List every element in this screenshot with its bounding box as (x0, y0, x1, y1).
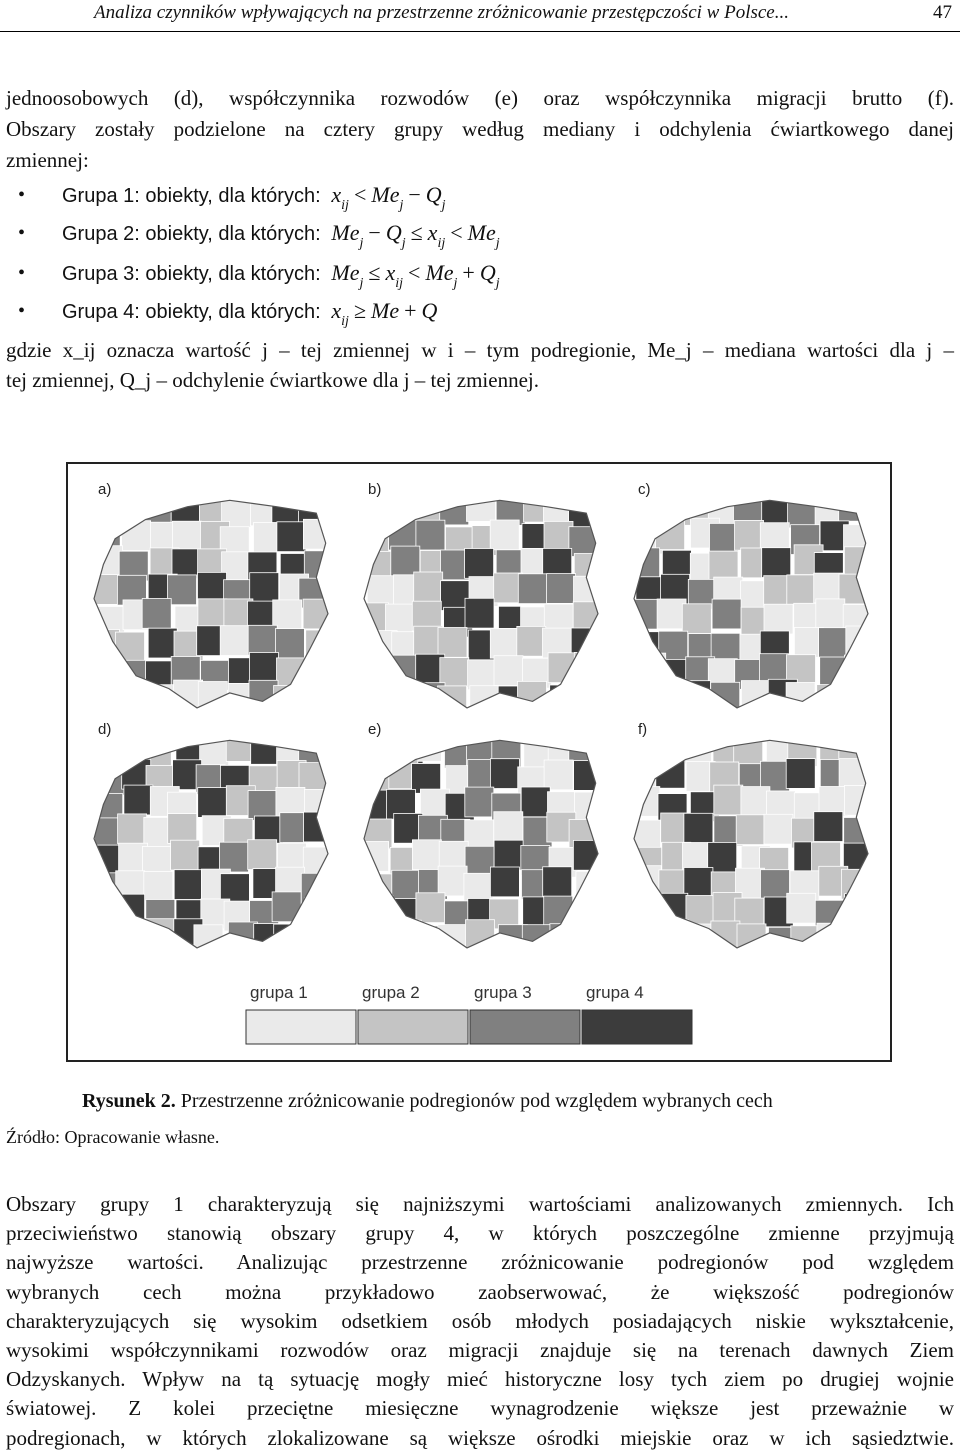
legend-label: grupa 3 (474, 983, 532, 1002)
region-cell (274, 924, 303, 954)
region-cell (764, 814, 793, 844)
map-panel (90, 481, 335, 717)
region-cell (416, 520, 445, 550)
region-cell (820, 657, 849, 687)
definition-line-2: tej zmiennej, Q_j – odchylenie ćwiartkowe dla j – tej zmiennej. (6, 368, 539, 392)
region-cell (741, 681, 770, 711)
figure-caption (82, 1090, 773, 1113)
legend-swatch (246, 1010, 356, 1044)
group-2-item (62, 218, 500, 259)
region-cell (786, 759, 815, 789)
region-cell (550, 685, 579, 715)
region-cell (148, 628, 177, 658)
region-cell (465, 549, 494, 579)
region-cell (844, 655, 873, 685)
map-panel (631, 721, 874, 957)
region-cell (248, 840, 277, 870)
region-cell (360, 842, 389, 872)
region-cell (846, 680, 875, 710)
region-cell (306, 684, 335, 714)
region-cell (391, 546, 420, 576)
region-cell (814, 812, 843, 842)
region-cell (94, 687, 123, 717)
region-cell (845, 785, 874, 815)
region-cell (631, 680, 660, 710)
region-cell (846, 626, 875, 656)
page-number: 47 (933, 2, 952, 23)
region-cell (573, 602, 602, 632)
region-cell (574, 761, 603, 791)
region-cell (367, 576, 396, 606)
region-cell (467, 492, 496, 522)
map-panel (631, 481, 875, 714)
region-cell (412, 493, 441, 523)
region-cell (362, 679, 391, 709)
map-panel (360, 481, 604, 716)
region-cell (364, 895, 393, 925)
region-cell (637, 901, 666, 931)
region-cell (248, 625, 277, 655)
running-title: Analiza czynników wpływających na przestrzenne zróżnicowanie przestępczości w Polsce... (94, 2, 789, 23)
group-3-formula: $Me_j \le x_{ij} < Me_j + Q_j$ (325, 260, 500, 291)
closing-paragraph (6, 1190, 954, 1453)
region-cell (116, 682, 145, 712)
region-cell (303, 519, 332, 549)
region-cell (787, 893, 816, 923)
region-cell (761, 870, 790, 900)
region-cell (360, 603, 389, 633)
region-cell (544, 760, 573, 790)
region-cell (817, 685, 846, 715)
group-2-formula: $Me_j - Q_j \le x_{ij} < Me_j$ (325, 220, 500, 251)
closing-line: wysokimi współczynnikami rozwodów oraz migracji znajduje się na terenach dawnych Ziem (6, 1338, 954, 1363)
region-cell (548, 653, 577, 683)
region-cell (737, 924, 766, 954)
group-1-item (62, 180, 446, 221)
region-cell (142, 599, 171, 629)
region-cell (762, 494, 791, 524)
region-cell (786, 683, 815, 713)
region-cell (392, 682, 421, 712)
region-cell (274, 686, 303, 716)
region-cell (635, 923, 664, 953)
region-cell (631, 548, 660, 578)
region-cell (494, 840, 523, 870)
region-cell (392, 920, 421, 950)
region-cell (389, 520, 418, 550)
region-cell (465, 787, 494, 817)
region-cell (518, 574, 547, 604)
region-cell (631, 499, 660, 529)
region-cell (251, 735, 280, 765)
region-cell (791, 926, 820, 956)
region-cell (712, 599, 741, 629)
region-cell (171, 494, 200, 524)
region-cell (490, 628, 519, 658)
region-cell (171, 840, 200, 870)
region-cell (412, 926, 441, 956)
region-cell (120, 660, 149, 690)
map-panel (360, 721, 605, 956)
map-label: a) (98, 481, 112, 498)
region-cell (814, 573, 843, 603)
region-cell (98, 921, 127, 951)
region-cell (844, 547, 873, 577)
region-cell (168, 575, 197, 605)
group-4-formula: $x_{ij} \ge Me + Q$ (325, 298, 438, 329)
region-cell (116, 632, 145, 662)
region-cell (490, 520, 519, 550)
map-label: d) (98, 721, 112, 738)
region-cell (465, 598, 494, 628)
region-cell (299, 734, 328, 764)
region-cell (198, 572, 227, 602)
legend-label: grupa 1 (250, 983, 308, 1002)
region-cell (438, 628, 467, 658)
region-cell (412, 732, 441, 762)
region-cell (709, 551, 738, 581)
region-cell (659, 681, 688, 711)
region-cell (304, 659, 333, 689)
region-cell (468, 660, 497, 690)
region-cell (490, 759, 519, 789)
region-cell (684, 813, 713, 843)
region-cell (91, 899, 120, 929)
region-cell (367, 922, 396, 952)
legend-label: grupa 2 (362, 983, 420, 1002)
region-cell (659, 920, 688, 950)
region-cell (518, 681, 547, 711)
running-header (0, 0, 960, 32)
legend-swatch (582, 1010, 692, 1044)
closing-line: wybranych cech można przykładowo zaobserwować, że większość podregionów (6, 1279, 954, 1304)
caption-text: Przestrzenne zróżnicowanie podregionów pod względem wybranych cech (175, 1090, 773, 1112)
map-label: e) (368, 721, 382, 738)
figure-maps (66, 462, 892, 1062)
region-cell (656, 520, 685, 550)
region-cell (637, 653, 666, 683)
region-cell (277, 522, 306, 552)
region-cell (632, 820, 661, 850)
region-cell (762, 548, 791, 578)
region-cell (571, 682, 600, 712)
region-cell (682, 604, 711, 634)
region-cell (364, 657, 393, 687)
region-cell (839, 491, 868, 521)
region-cell (116, 894, 145, 924)
region-cell (576, 926, 605, 956)
map-label: f) (638, 721, 648, 738)
region-cell (387, 899, 416, 929)
region-cell (764, 604, 793, 634)
region-cell (465, 820, 494, 850)
region-cell (842, 923, 871, 953)
region-cell (490, 867, 519, 897)
region-cell (517, 626, 546, 656)
region-cell (466, 920, 495, 950)
region-cell (438, 866, 467, 896)
region-cell (304, 812, 333, 842)
region-cell (272, 892, 301, 922)
region-cell (94, 497, 123, 527)
legend-swatch (470, 1010, 580, 1044)
group-4-item (62, 296, 437, 337)
region-cell (412, 840, 441, 870)
region-cell (250, 573, 279, 603)
region-cell (146, 919, 175, 949)
group-3-item (62, 258, 500, 299)
closing-line: Odzyskanych. Wpływ na tą sytuację mogły mieć historyczne losy tych ziem po drugiej wojnie (6, 1367, 954, 1392)
region-cell (736, 815, 765, 845)
closing-line: przeciwieństwo stanowią obszary grupy 4, w których poszczególne zmienne przyjmują (6, 1221, 954, 1246)
region-cell (575, 900, 604, 930)
map-label: b) (368, 481, 382, 498)
region-cell (547, 574, 576, 604)
region-cell (360, 523, 389, 553)
region-cell (714, 785, 743, 815)
region-cell (116, 921, 145, 951)
caption-label: Rysunek 2. (82, 1090, 176, 1112)
region-cell (787, 575, 816, 605)
region-cell (305, 898, 334, 928)
region-cell (168, 814, 197, 844)
region-cell (788, 498, 817, 528)
region-cell (301, 928, 330, 958)
region-cell (198, 599, 227, 629)
group-1-label: Grupa 1: obiekty, dla których: (62, 185, 321, 207)
group-4-label: Grupa 4: obiekty, dla których: (62, 301, 321, 323)
map-label: c) (638, 481, 651, 498)
region-cell (741, 787, 770, 817)
region-cell (250, 653, 279, 683)
region-cell (118, 814, 147, 844)
region-cell (275, 629, 304, 659)
intro-line-2: Obszary zostały podzielone na cztery grupy według mediany i odchylenia ćwiartkowego danej (6, 117, 954, 141)
region-cell (574, 652, 603, 682)
region-cell (845, 894, 874, 924)
closing-line: Obszary grupy 1 charakteryzują się najniższymi wartościami analizowanych zmiennych. Ich (6, 1192, 954, 1216)
definition-line-1: gdzie x_ij oznacza wartość j – tej zmiennej w i – tym podregionie, Me_j – mediana wartości dla j – (6, 338, 954, 362)
group-1-formula: $x_{ij} < Me_j - Q_j$ (325, 182, 446, 213)
region-cell (657, 599, 686, 629)
region-cell (96, 765, 125, 795)
figure-source: Źródło: Opracowanie własne. (6, 1127, 220, 1147)
intro-line-1: jednoosobowych (d), współczynnika rozwodów (e) oraz współczynnika migracji brutto (f). (6, 86, 954, 110)
map-panel (91, 721, 334, 957)
region-cell (194, 925, 223, 955)
legend-label: grupa 4 (586, 983, 644, 1002)
region-cell (438, 925, 467, 955)
region-cell (576, 871, 605, 901)
region-cell (839, 759, 868, 789)
closing-line: najwyższe wartości. Analizując przestrzenne zróżnicowanie podregionów pod względem (6, 1250, 954, 1275)
region-cell (684, 868, 713, 898)
region-cell (817, 923, 846, 953)
region-cell (682, 681, 711, 711)
region-cell (172, 521, 201, 551)
region-cell (632, 866, 661, 896)
choropleth-maps (68, 464, 890, 1060)
region-cell (735, 520, 764, 550)
region-cell (91, 660, 120, 690)
closing-line: charakteryzujących się wysokim odsetkiem osób młodych posiadających niskie wykształcenie, (6, 1308, 954, 1333)
region-cell (816, 599, 845, 629)
region-cell (711, 682, 740, 712)
group-3-label: Grupa 3: obiekty, dla których: (62, 263, 321, 285)
region-cell (174, 870, 203, 900)
region-cell (494, 812, 523, 842)
region-cell (94, 735, 123, 765)
closing-line: światowej. Z kolei przeciętne miesięczne wynagrodzenie większe jest przeważnie w (6, 1396, 954, 1421)
region-cell (465, 846, 494, 876)
region-cell (94, 546, 123, 576)
region-cell (198, 788, 227, 818)
region-cell (124, 785, 153, 815)
region-cell (306, 630, 335, 660)
group-2-label: Grupa 2: obiekty, dla których: (62, 223, 321, 245)
region-cell (543, 867, 572, 897)
region-cell (144, 872, 173, 902)
legend-swatch (358, 1010, 468, 1044)
region-cell (521, 787, 550, 817)
region-cell (386, 604, 415, 634)
region-cell (220, 842, 249, 872)
region-cell (416, 893, 445, 923)
region-cell (631, 737, 660, 767)
intro-line-3: zmiennej: (6, 148, 89, 172)
region-cell (220, 626, 249, 656)
region-cell (414, 572, 443, 602)
closing-line: podregionach, w których zlokalizowane są większe ośrodki miejskie oraz w ich sąsiedztwie. (6, 1425, 954, 1450)
region-cell (819, 628, 848, 658)
region-cell (573, 840, 602, 870)
